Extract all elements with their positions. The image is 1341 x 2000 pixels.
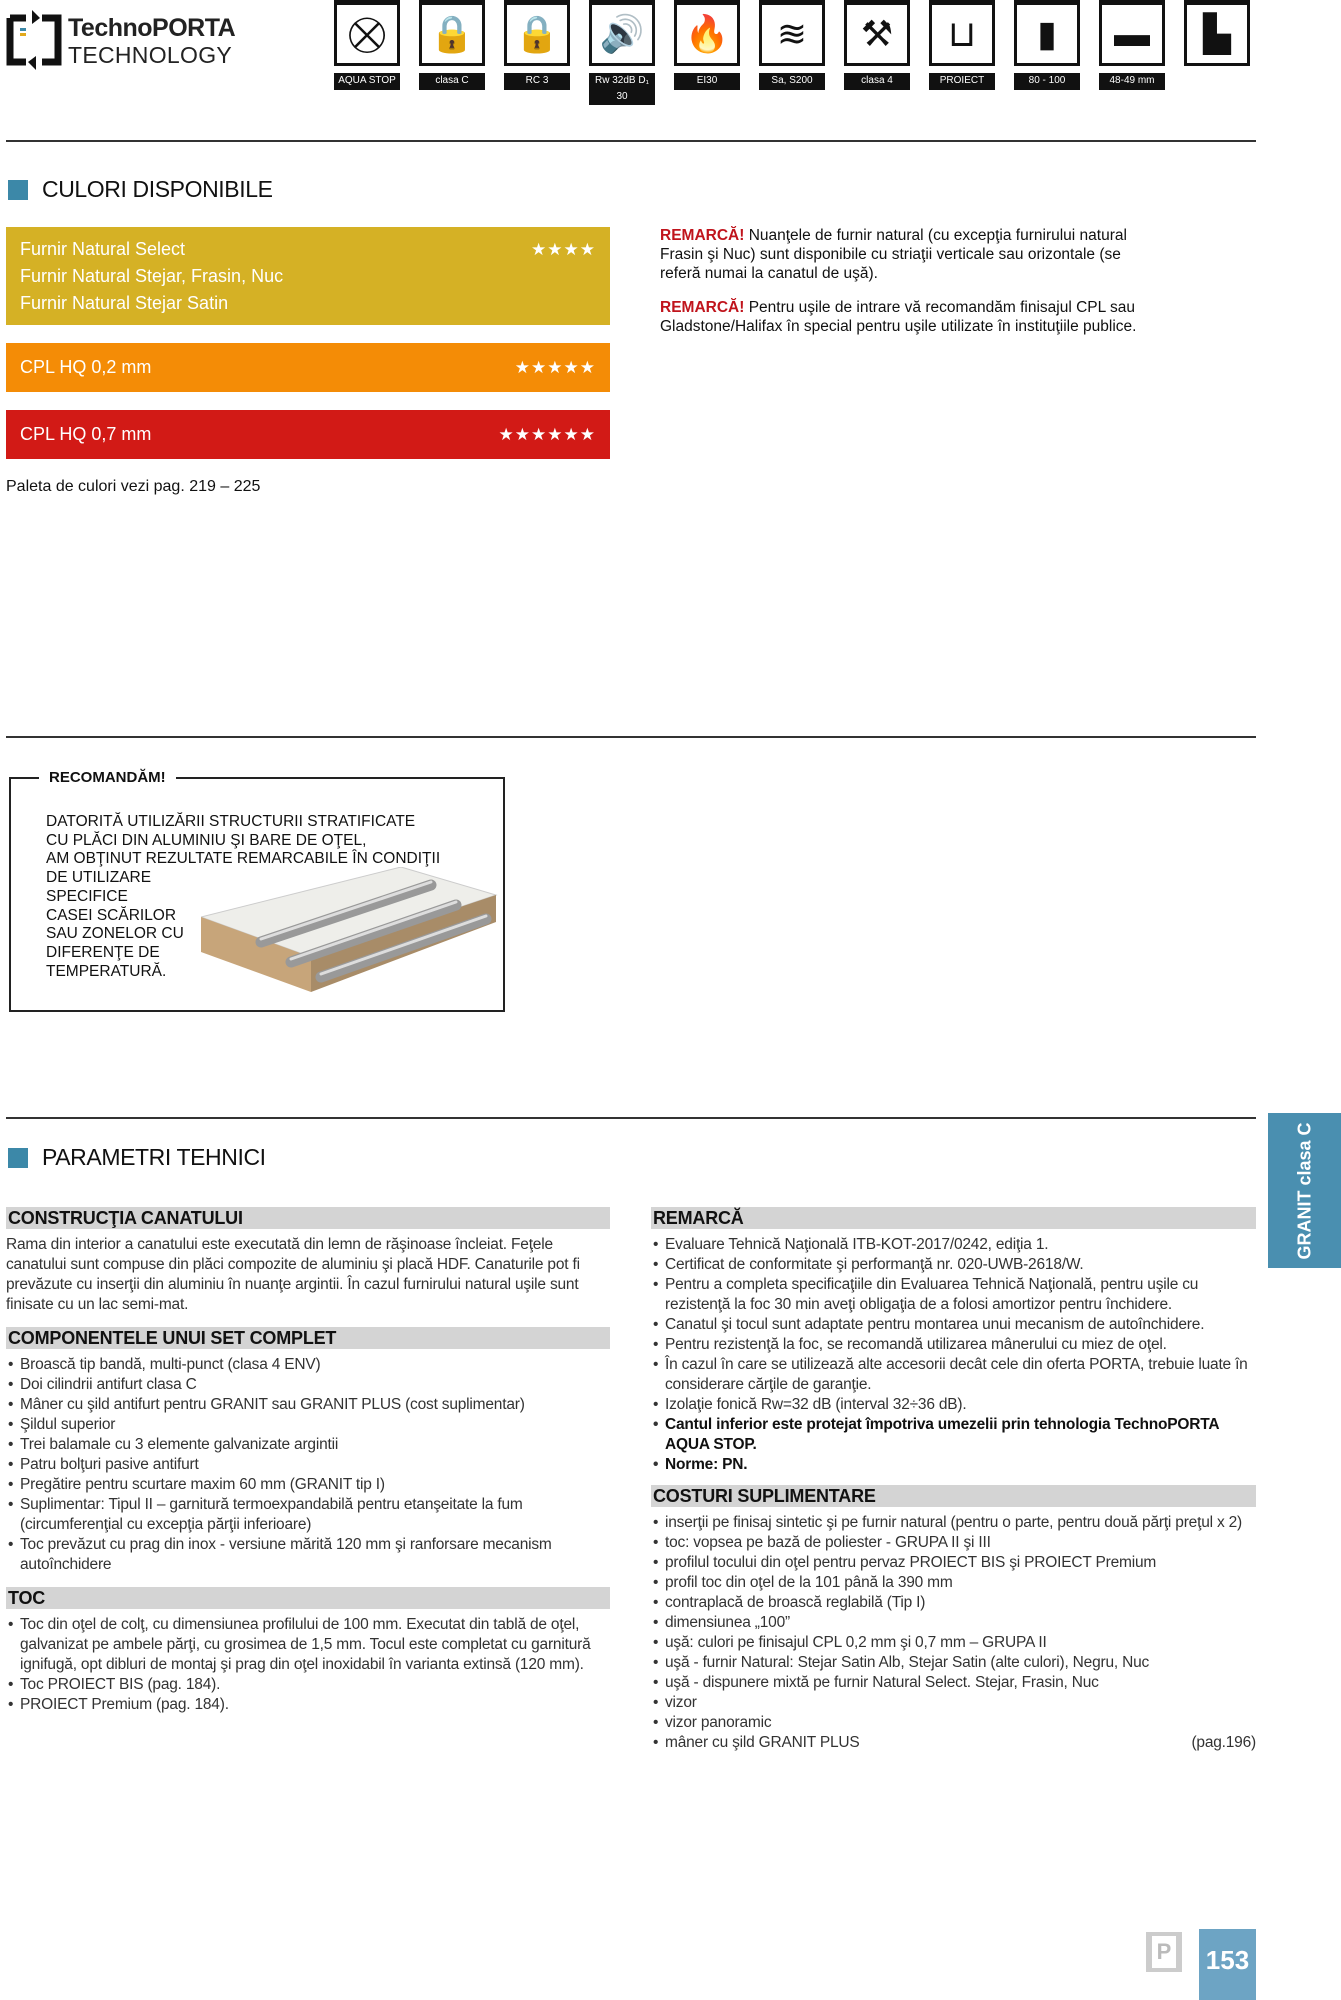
divider — [6, 736, 1256, 738]
list-item: • Canatul şi tocul sunt adaptate pentru montarea unui mecanism de autoînchidere. — [651, 1315, 1256, 1335]
list-item: • uşă - furnir Natural: Stejar Satin Alb, Stejar Satin (alte culori), Negru, Nuc — [651, 1653, 1256, 1673]
remark-2 — [660, 298, 1140, 336]
list-item: • contraplacă de broască reglabilă (Tip I) — [651, 1593, 1256, 1613]
side-tab-label: GRANIT clasa C — [1294, 1121, 1314, 1260]
remarca-heading: REMARCĂ — [651, 1207, 1256, 1229]
list-item: • Patru bolţuri pasive antifurt — [6, 1455, 610, 1475]
section-marker-icon — [8, 1148, 28, 1168]
list-item: • Pentru rezistenţă la foc, se recomandă utilizarea mânerului cu miez de oţel. — [651, 1335, 1256, 1355]
list-item: • profil toc din oţel de la 101 până la 390 mm — [651, 1573, 1256, 1593]
padlock-icon: 🔒 — [504, 0, 570, 66]
params-title-text: PARAMETRI TEHNICI — [42, 1144, 266, 1170]
toc-list — [6, 1615, 610, 1715]
band-line: CPL HQ 0,7 mm — [20, 424, 152, 444]
list-item: • profilul tocului din oţel pentru pervaz PROIECT BIS şi PROIECT Premium — [651, 1553, 1256, 1573]
list-item: • Suplimentar: Tipul II – garnitură termoexpandabilă pentru etanşeitate la fum (circumferenţial cu excepţia părţii inferioare) — [6, 1495, 610, 1535]
feature-label: AQUA STOP — [334, 73, 400, 90]
list-item: • Broască tip bandă, multi-punct (clasa 4 ENV) — [6, 1355, 610, 1375]
palette-note: Paleta de culori vezi pag. 219 – 225 — [6, 478, 261, 495]
feature-6 — [844, 0, 910, 90]
rating-stars: ★★★★★ — [514, 358, 596, 377]
feature-label: Sa, S200 — [759, 73, 825, 90]
list-item: • Pentru a completa specificaţiile din Evaluarea Tehnică Naţională, pentru uşile cu rezistenţă la foc 30 min aveţi obligaţia de a folosi amortizor pentru închidere. — [651, 1275, 1256, 1315]
feature-icons-strip — [334, 0, 1334, 100]
list-item: • În cazul în care se utilizează alte accesorii decât cele din oferta PORTA, trebuie luate în considerare cărţile de garanţie. — [651, 1355, 1256, 1395]
feature-7 — [929, 0, 995, 90]
list-item: • Mâner cu şild antifurt pentru GRANIT sau GRANIT PLUS (cost suplimentar) — [6, 1395, 610, 1415]
rating-stars: ★★★★★★ — [498, 425, 596, 444]
colors-title-text: CULORI DISPONIBILE — [42, 176, 273, 202]
construction-text: Rama din interior a canatului este executată din lemn de răşinoase încleiat. Feţele canatului sunt compuse din plăci compozite de aluminiu şi placă HDF. Canaturile pot fi prevăzute cu inserţii din aluminiu în nuanţe argintii. În cazul furnirului natural uşile sunt finisate cu un lac semi-mat. — [6, 1236, 580, 1313]
components-list — [6, 1355, 610, 1575]
colors-remarks — [660, 226, 1140, 351]
list-item: • toc: vopsea pe bază de poliester - GRUPA II şi III — [651, 1533, 1256, 1553]
product-side-tab — [1268, 1113, 1341, 1268]
feature-0 — [334, 0, 400, 90]
color-band-cpl-02 — [6, 343, 610, 392]
section-marker-icon — [8, 180, 28, 200]
brand-line-2: TECHNOLOGY — [68, 42, 233, 68]
params-section-title — [8, 1144, 266, 1171]
divider — [6, 1117, 1256, 1119]
padlock-icon: 🔒 — [419, 0, 485, 66]
remark-1 — [660, 226, 1140, 283]
feature-label: RC 3 — [504, 73, 570, 90]
feature-label: PROIECT — [929, 73, 995, 90]
feature-4 — [674, 0, 740, 90]
list-item: • uşă: culori pe finisajul CPL 0,2 mm şi 0,7 mm – GRUPA II — [651, 1633, 1256, 1653]
list-item: • inserţii pe finisaj sintetic şi pe furnir natural (pentru o parte, pentru două părţi preţul x 2) — [651, 1513, 1256, 1533]
toc-heading: TOC — [6, 1587, 610, 1609]
hammer-icon: ⚒ — [844, 0, 910, 66]
list-item: • Norme: PN. — [651, 1455, 1256, 1475]
list-item: • Evaluare Tehnică Naţională ITB-KOT-2017/0242, ediţia 1. — [651, 1235, 1256, 1255]
recommend-box — [9, 769, 505, 1012]
feature-5 — [759, 0, 825, 90]
list-item: • vizor — [651, 1693, 1256, 1713]
page-reference: (pag.196) — [1191, 1734, 1256, 1751]
components-heading: COMPONENTELE UNUI SET COMPLET — [6, 1327, 610, 1349]
list-item — [651, 1733, 1256, 1753]
remarca-list — [651, 1235, 1256, 1475]
list-item: • dimensiunea „100” — [651, 1613, 1256, 1633]
band-line: Furnir Natural Stejar, Frasin, Nuc — [20, 266, 284, 286]
costs-list — [651, 1513, 1256, 1733]
feature-label: clasa 4 — [844, 73, 910, 90]
list-item: • Şildul superior — [6, 1415, 610, 1435]
brand-line-1: TechnoPORTA — [68, 14, 236, 42]
feature-2 — [504, 0, 570, 90]
band-line: CPL HQ 0,2 mm — [20, 357, 152, 377]
feature-9 — [1099, 0, 1165, 90]
list-item: • PROIECT Premium (pag. 184). — [6, 1695, 610, 1715]
list-item: • Toc PROIECT BIS (pag. 184). — [6, 1675, 610, 1695]
list-item: • Toc din oţel de colţ, cu dimensiunea profilului de 100 mm. Executat din tablă de oţel, galvanizat pe ambele părţi, cu grosimea de 1,5 mm. Tocul este completat cu garnitură ignifugă, opt dibluri de montaj şi prag din oţel inoxidabil în varianta extinsă (120 mm). — [6, 1615, 610, 1675]
params-right-column — [651, 1207, 1256, 1753]
list-item: • Trei balamale cu 3 elemente galvanizate argintii — [6, 1435, 610, 1455]
list-item: • Pregătire pentru scurtare maxim 60 mm (GRANIT tip I) — [6, 1475, 610, 1495]
band-line: Furnir Natural Select — [20, 239, 186, 259]
color-band-cpl-07 — [6, 410, 610, 459]
divider — [6, 140, 1256, 142]
costs-heading: COSTURI SUPLIMENTARE — [651, 1485, 1256, 1507]
feature-label: clasa C — [419, 73, 485, 90]
page-number: 153 — [1199, 1929, 1256, 2000]
band-line: Furnir Natural Stejar Satin — [20, 293, 229, 313]
list-item: • Doi cilindrii antifurt clasa C — [6, 1375, 610, 1395]
params-left-column — [6, 1207, 610, 1727]
colors-section-title — [8, 176, 273, 203]
cost-item-text: • mâner cu şild GRANIT PLUS — [665, 1734, 860, 1751]
aqua-stop-icon: ⛒ — [334, 0, 400, 66]
frame-profile-icon: ⊔ — [929, 0, 995, 66]
feature-label: EI30 — [674, 73, 740, 90]
technoporta-logo — [6, 6, 256, 72]
threshold-icon: ▙ — [1184, 0, 1250, 66]
door-layer-structure-image — [201, 867, 501, 997]
feature-3 — [589, 0, 655, 105]
door-width-icon: ▮ — [1014, 0, 1080, 66]
porta-p-logo: P — [1146, 1932, 1182, 1972]
list-item: • Certificat de conformitate şi performanţă nr. 020-UWB-2618/W. — [651, 1255, 1256, 1275]
recommend-text: DATORITĂ UTILIZĂRII STRUCTURII STRATIFICATE CU PLĂCI DIN ALUMINIU ŞI BARE DE OŢEL, AM OBŢINUT REZULTATE REMARCABILE ÎN CONDIŢII DE UTILIZARE SPECIFICE CASEI SCĂRILOR SAU ZONELOR CU DIFERENŢE DE TEMPERATURĂ. — [46, 813, 441, 980]
rating-stars: ★★★★ — [531, 240, 596, 259]
door-thickness-icon: ▬ — [1099, 0, 1165, 66]
technoporta-logo-mark-icon — [6, 10, 62, 70]
list-item: • uşă - dispunere mixtă pe furnir Natural Select. Stejar, Frasin, Nuc — [651, 1673, 1256, 1693]
feature-label: 80 - 100 — [1014, 73, 1080, 90]
list-item: • Toc prevăzut cu prag din inox - versiune mărită 120 mm şi ranforsare mecanism autoînchidere — [6, 1535, 610, 1575]
construction-heading: CONSTRUCŢIA CANATULUI — [6, 1207, 610, 1229]
remark-text: Pentru uşile de intrare vă recomandăm finisajul CPL sau Gladstone/Halifax în special pentru uşile utilizate în instituţiile publice. — [660, 299, 1137, 335]
speaker-icon: 🔊 — [589, 0, 655, 66]
remark-label: REMARCĂ! — [660, 227, 745, 244]
flame-icon: 🔥 — [674, 0, 740, 66]
list-item: • Izolaţie fonică Rw=32 dB (interval 32÷36 dB). — [651, 1395, 1256, 1415]
recommend-title: RECOMANDĂM! — [39, 769, 176, 786]
feature-10 — [1184, 0, 1250, 66]
remark-text: Nuanţele de furnir natural (cu excepţia furnirului natural Frasin şi Nuc) sunt disponibile cu striaţii verticale sau orizontale (se referă numai la canatul de uşă). — [660, 227, 1127, 282]
feature-label: 48-49 mm — [1099, 73, 1165, 90]
feature-1 — [419, 0, 485, 90]
smoke-icon: ≋ — [759, 0, 825, 66]
color-band-furnir — [6, 227, 610, 325]
feature-8 — [1014, 0, 1080, 90]
feature-label: Rw 32dB D₁ 30 — [589, 73, 655, 105]
list-item: • vizor panoramic — [651, 1713, 1256, 1733]
list-item: • Cantul inferior este protejat împotriva umezelii prin tehnologia TechnoPORTA AQUA STOP. — [651, 1415, 1256, 1455]
remark-label: REMARCĂ! — [660, 299, 745, 316]
